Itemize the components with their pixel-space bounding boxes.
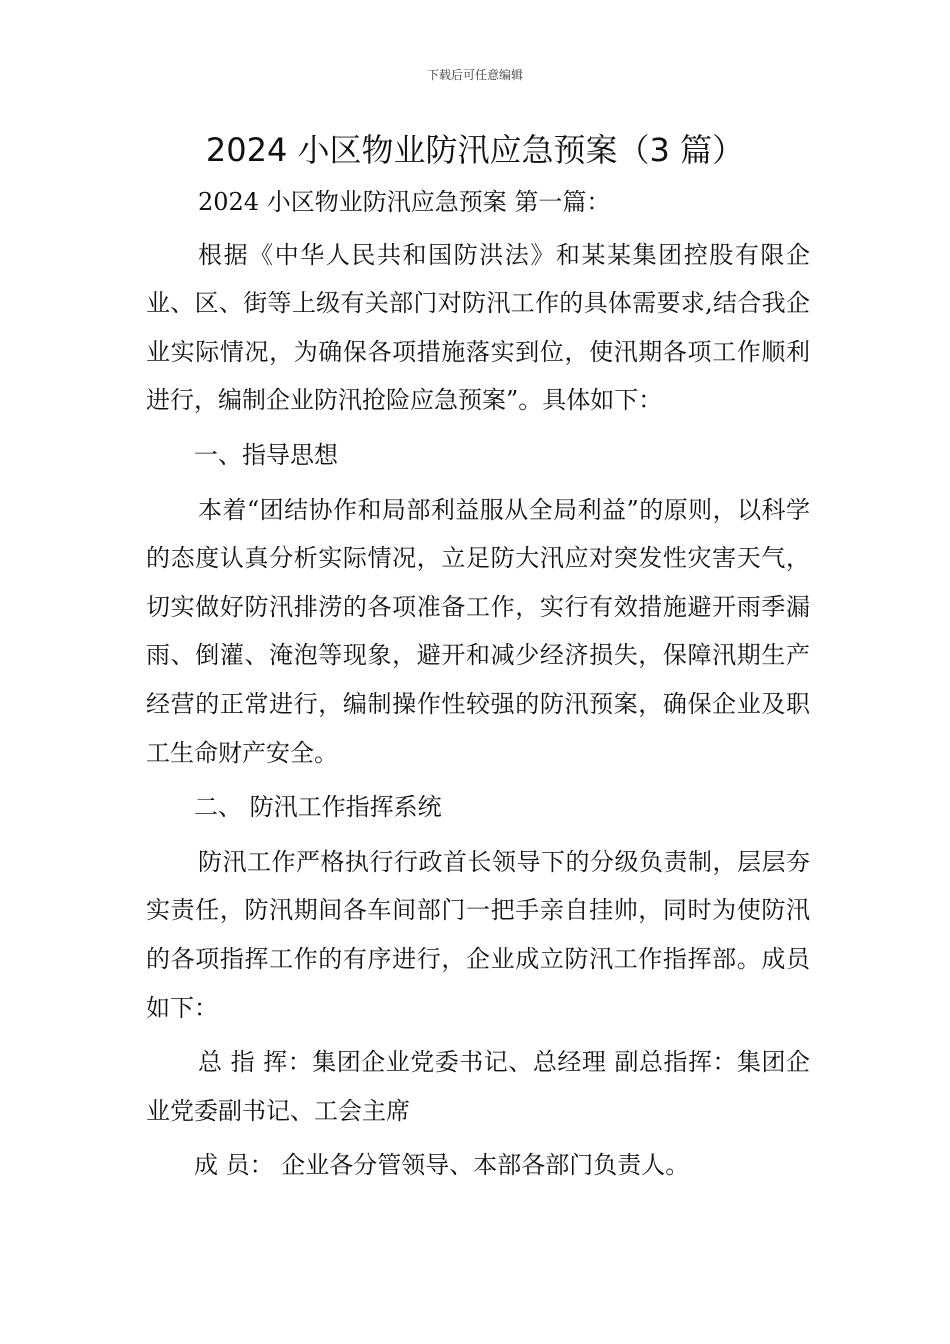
header-note: 下载后可任意编辑 xyxy=(426,68,523,82)
document-subtitle: 2024 小区物业防汛应急预案 第一篇： xyxy=(198,188,611,216)
intro-paragraph: 根据《中华人民共和国防洪法》和某某集团控股有限企业、区、街等上级有关部门对防汛工作的具体需要求,结合我企业实际情况，为确保各项措施落实到位，使汛期各项工作顺利进行，编制企业防汛抢险应急预案”。具体如下： xyxy=(146,240,810,415)
members-line: 成 员： 企业各分管领导、本部各部门负责人。 xyxy=(194,1151,690,1180)
document-title: 2024 小区物业防汛应急预案（3 篇） xyxy=(205,131,745,169)
commander-line: 总 指 挥：集团企业党委书记、总经理 副总指挥：集团企业党委副书记、工会主席 xyxy=(146,1048,810,1125)
document-body xyxy=(146,178,810,1190)
section-heading-command-system: 二、 防汛工作指挥系统 xyxy=(194,793,442,822)
section-body-guiding-ideology: 本着“团结协作和局部利益服从全局利益”的原则，以科学的态度认真分析实际情况，立足防大汛应对突发性灾害天气，切实做好防汛排涝的各项准备工作，实行有效措施避开雨季漏雨、倒灌、淹泡等现象，避开和减少经济损失，保障汛期生产经营的正常进行，编制操作性较强的防汛预案，确保企业及职工生命财产安全。 xyxy=(146,495,810,767)
section-heading-guiding-ideology: 一、指导思想 xyxy=(194,440,338,469)
section-body-command-system: 防汛工作严格执行行政首长领导下的分级负责制，层层夯实责任，防汛期间各车间部门一把手亲自挂帅，同时为使防汛的各项指挥工作的有序进行，企业成立防汛工作指挥部。成员如下： xyxy=(146,847,810,1022)
